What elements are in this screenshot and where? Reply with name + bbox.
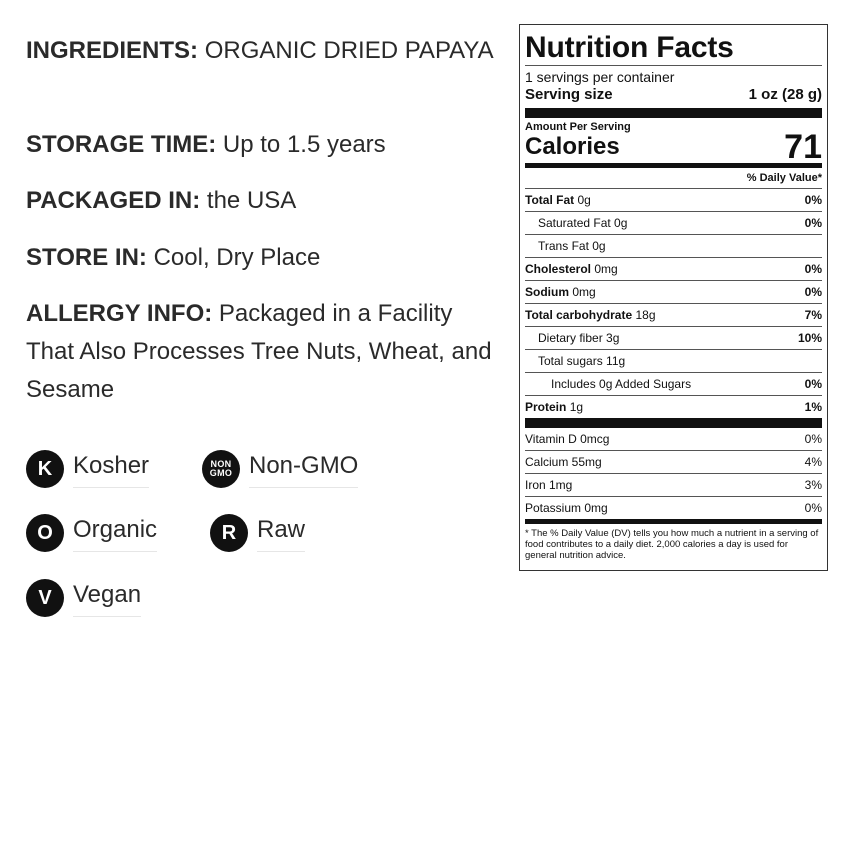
nutrient-amount: 0mg (572, 285, 596, 299)
nutrient-dv: 0% (804, 193, 822, 207)
calories-label: Calories (525, 133, 620, 160)
storage-time-label: STORAGE TIME: (26, 131, 217, 158)
nutrient-row-cholesterol (525, 257, 822, 280)
storage-time-line (26, 126, 386, 164)
nutrient-row-total-carbohydrate (525, 303, 822, 326)
serving-size-row (525, 86, 822, 108)
allergy-info-label: ALLERGY INFO: (26, 300, 213, 327)
packaged-in-value: the USA (206, 187, 297, 214)
nutrient-name: Trans Fat 0g (538, 239, 606, 253)
vitamin-dv: 0% (804, 432, 822, 446)
vitamin-dv: 4% (804, 455, 822, 469)
packaged-in-label: PACKAGED IN: (26, 187, 201, 214)
nutrient-dv: 7% (804, 308, 822, 322)
non-gmo-icon (202, 450, 240, 488)
vitamin-row-potassium (525, 496, 822, 519)
nutrient-amount: 1g (569, 400, 584, 414)
raw-badge[interactable] (210, 514, 305, 552)
amount-per-serving: Amount Per Serving (525, 121, 631, 133)
vitamins-section (525, 428, 822, 519)
calories-value: 71 (784, 128, 822, 166)
nutrition-facts-title: Nutrition Facts (525, 31, 734, 64)
divider-medium (525, 519, 822, 524)
vitamin-row-calcium (525, 450, 822, 473)
kosher-label[interactable]: Kosher (73, 451, 149, 488)
serving-size-label: Serving size (525, 86, 613, 103)
nutrient-amount: 18g (635, 308, 656, 322)
allergy-info-value: Packaged in a Facility That Also Processes Tree Nuts, Wheat, and Sesame (26, 300, 492, 403)
vitamin-row-vitamin-d (525, 428, 822, 450)
nutrient-dv: 0% (804, 377, 822, 391)
nutrition-facts-panel (519, 24, 828, 571)
nutrient-row-added-sugars (525, 372, 822, 395)
nutrient-dv: 1% (804, 400, 822, 414)
nutrient-amount: 0mg (594, 262, 618, 276)
nutrient-dv: 0% (804, 262, 822, 276)
vitamin-name: Vitamin D 0mcg (525, 432, 610, 446)
nutrient-name: Sodium (525, 285, 569, 299)
nutrient-name: Dietary fiber 3g (538, 331, 620, 345)
raw-label[interactable]: Raw (257, 515, 305, 552)
vitamin-name: Calcium 55mg (525, 455, 602, 469)
divider-thick (525, 418, 822, 428)
vitamin-name: Iron 1mg (525, 478, 573, 492)
kosher-icon: K (26, 450, 64, 488)
nutrient-name: Total Fat (525, 193, 575, 207)
nutrient-amount: 0g (577, 193, 591, 207)
allergy-info-line (26, 295, 501, 409)
nutrient-name: Total carbohydrate (525, 308, 633, 322)
servings-per-container: 1 servings per container (525, 69, 675, 85)
organic-badge[interactable] (26, 514, 157, 552)
divider (525, 65, 822, 66)
daily-value-header: % Daily Value* (746, 172, 822, 184)
ingredients-label: INGREDIENTS: (26, 37, 199, 64)
store-in-line (26, 239, 320, 277)
divider-thick (525, 108, 822, 118)
nutrient-dv: 0% (804, 285, 822, 299)
nutrient-name: Saturated Fat 0g (538, 216, 628, 230)
nutrient-dv: 0% (804, 216, 822, 230)
nutrient-name: Total sugars 11g (538, 354, 626, 368)
raw-icon: R (210, 514, 248, 552)
non-gmo-badge[interactable] (202, 450, 358, 488)
vegan-icon: V (26, 579, 64, 617)
vitamin-row-iron (525, 473, 822, 496)
kosher-badge[interactable] (26, 450, 149, 488)
nutrient-row-sodium (525, 280, 822, 303)
vitamin-name: Potassium 0mg (525, 501, 608, 515)
non-gmo-icon-bottom: GMO (209, 468, 233, 478)
non-gmo-icon-top: NON (210, 459, 232, 469)
diet-badges (26, 450, 486, 630)
nutrient-row-saturated-fat (525, 211, 822, 234)
daily-value-footnote: * The % Daily Value (DV) tells you how much a nutrient in a serving of food contributes to a daily diet. 2,000 calories a day is used for general nutrition advice. (525, 528, 819, 561)
organic-label[interactable]: Organic (73, 515, 157, 552)
store-in-label: STORE IN: (26, 244, 147, 271)
calories-row (525, 128, 822, 166)
nutrient-dv: 10% (797, 331, 822, 345)
nutrient-row-trans-fat (525, 234, 822, 257)
nutrient-row-total-sugars (525, 349, 822, 372)
vegan-badge[interactable] (26, 579, 141, 617)
packaged-in-line (26, 182, 296, 220)
nutrient-name: Includes 0g Added Sugars (551, 377, 692, 391)
storage-time-value: Up to 1.5 years (222, 131, 386, 158)
ingredients-value: ORGANIC DRIED PAPAYA (204, 37, 494, 64)
nutrient-name: Protein (525, 400, 567, 414)
serving-size-value: 1 oz (28 g) (748, 86, 822, 103)
nutrient-row-dietary-fiber (525, 326, 822, 349)
ingredients-line (26, 32, 494, 70)
vitamin-dv: 3% (804, 478, 822, 492)
nutrient-row-protein (525, 395, 822, 418)
nutrient-row-total-fat (525, 188, 822, 211)
organic-icon: O (26, 514, 64, 552)
vegan-label[interactable]: Vegan (73, 580, 141, 617)
vitamin-dv: 0% (804, 501, 822, 515)
non-gmo-label[interactable]: Non-GMO (249, 451, 358, 488)
nutrient-name: Cholesterol (525, 262, 592, 276)
store-in-value: Cool, Dry Place (153, 244, 321, 271)
